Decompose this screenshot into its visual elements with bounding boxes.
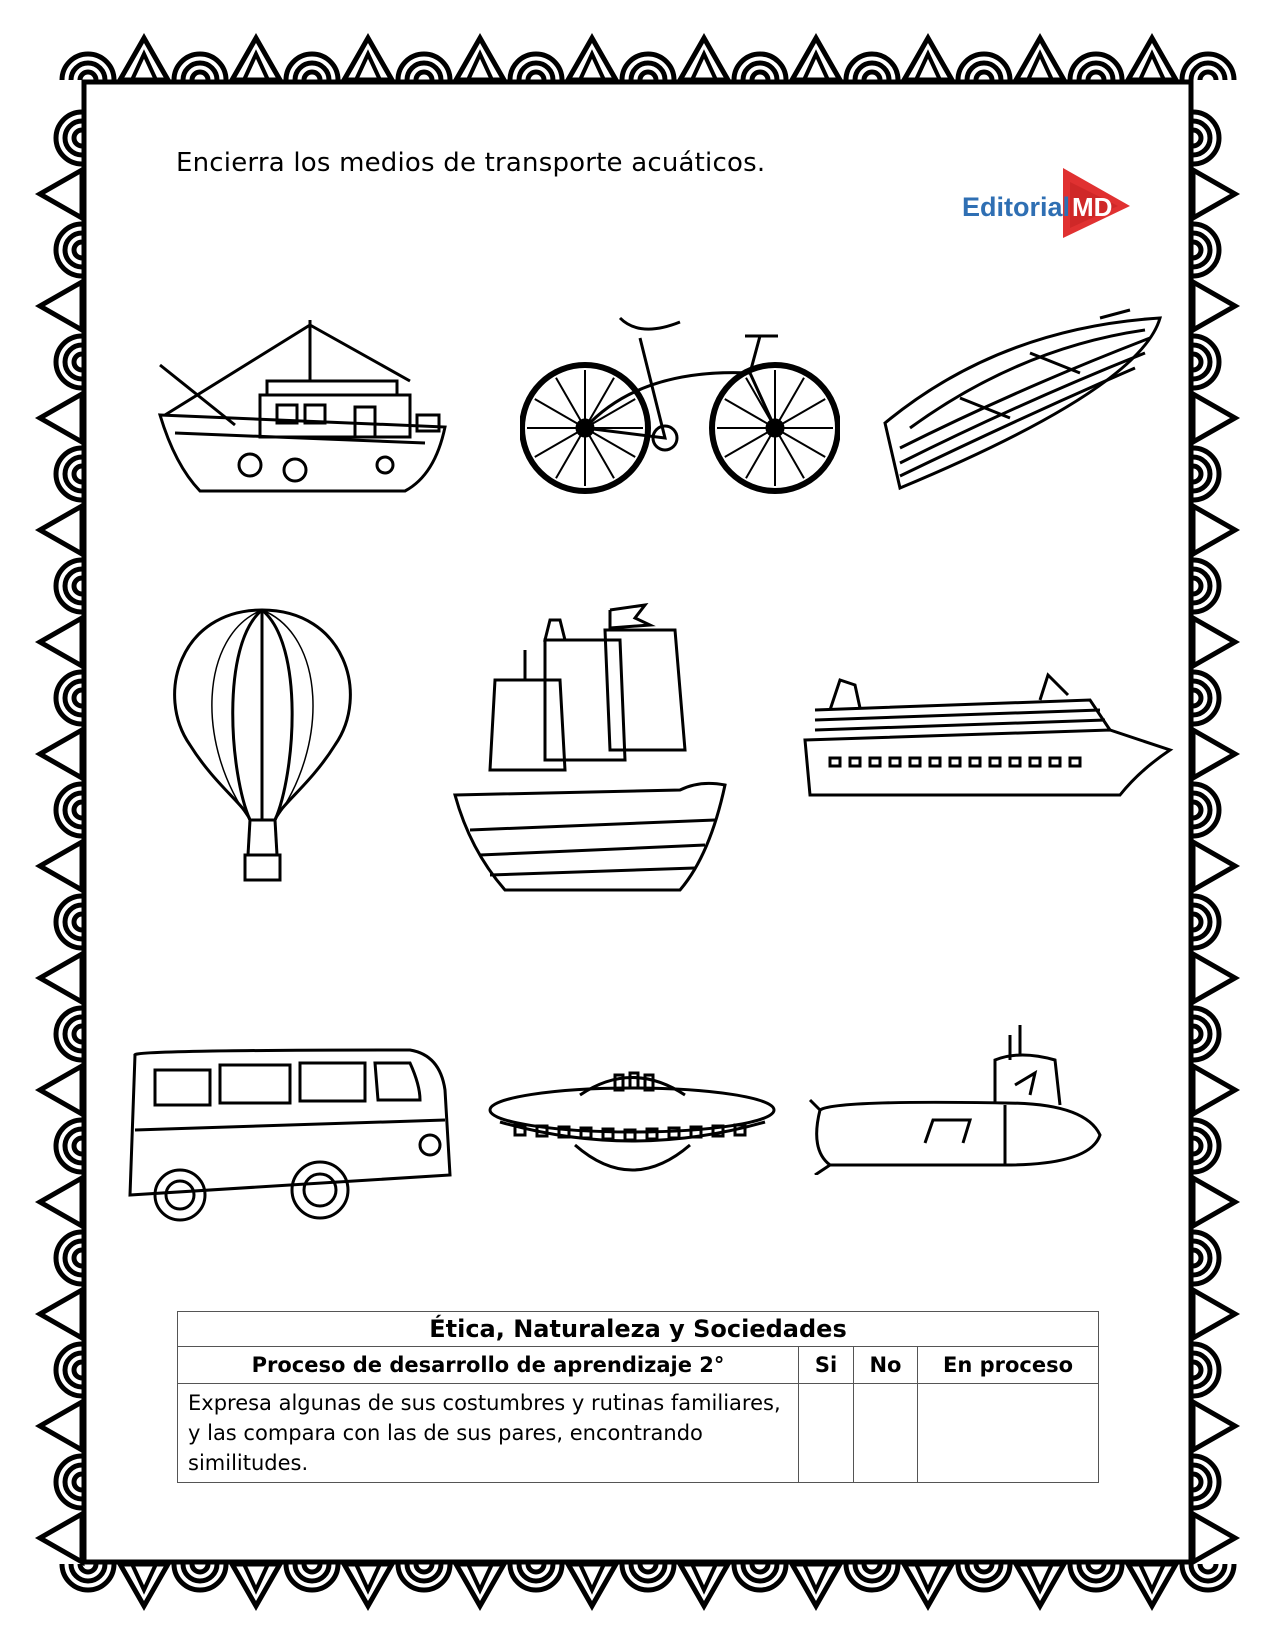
rubric-header-en-proceso: En proceso [918, 1347, 1099, 1384]
rubric-cell-no[interactable] [854, 1384, 918, 1483]
logo-word: Editorial [962, 192, 1071, 222]
cruise-ship-picture[interactable] [800, 670, 1175, 800]
ufo-picture[interactable] [485, 1060, 780, 1190]
rubric-header-no: No [854, 1347, 918, 1384]
van-picture[interactable] [120, 1045, 455, 1230]
rubric-title: Ética, Naturaleza y Sociedades [178, 1312, 1099, 1347]
submarine-picture[interactable] [805, 1025, 1105, 1175]
hot-air-balloon-picture[interactable] [160, 605, 365, 885]
sailing-ship-picture[interactable] [450, 600, 730, 900]
instruction-text: Encierra los medios de transporte acuáticos. [176, 148, 766, 178]
rubric-header-process: Proceso de desarrollo de aprendizaje 2° [178, 1347, 799, 1384]
evaluation-rubric [177, 1311, 1099, 1483]
rubric-cell-en-proceso[interactable] [918, 1384, 1099, 1483]
fishing-boat-picture[interactable] [155, 315, 465, 500]
logo-badge: MD [1072, 192, 1113, 222]
rubric-header-si: Si [799, 1347, 854, 1384]
logo-text [962, 192, 1112, 223]
rubric-row-description: Expresa algunas de sus costumbres y rutinas familiares, y las compara con las de sus pares, encontrando similitudes. [178, 1384, 799, 1483]
rowboat-picture[interactable] [880, 308, 1165, 498]
rubric-cell-si[interactable] [799, 1384, 854, 1483]
bicycle-picture[interactable] [520, 308, 840, 498]
